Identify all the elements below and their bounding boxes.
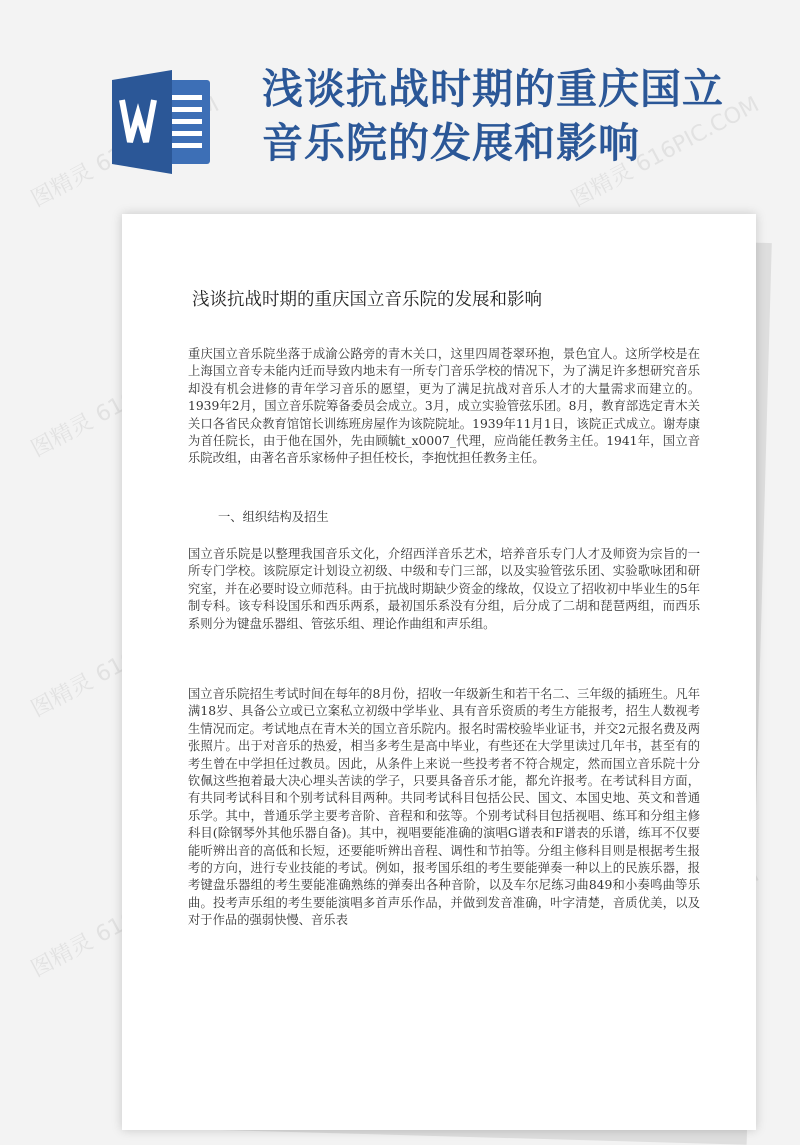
watermark: 图精灵 <box>27 159 98 213</box>
header-title: 浅谈抗战时期的重庆国立音乐院的发展和影响 <box>262 65 724 167</box>
word-document-icon <box>112 70 214 174</box>
paragraph-intro: 重庆国立音乐院坐落于成渝公路旁的青木关口，这里四周苍翠环抱，景色宜人。这所学校是在上海国立音专未能内迁而导致内地未有一所专门音乐学校的情况下，为了满足许多想研究音乐却没有机会进修的青年学习音乐的愿望，更为了满足抗战对音乐人才的大量需求而建立的。1939年2月，国立音乐院筹备委员会成立。3月，成立实验管弦乐团。8月，教育部选定青木关关口各省民众教育馆馆长训练班房屋作为该院院址。1939年11月1日，该院正式成立。谢寿康为首任院长，由于他在国外，先由顾毓t_x0007_代理，应尚能任教务主任。1941年，国立音乐院改组，由著名音乐家杨仲子担任校长，李抱忱担任教务主任。 <box>188 347 700 466</box>
document-title: 浅谈抗战时期的重庆国立音乐院的发展和影响 <box>192 290 542 310</box>
watermark: 图精灵 <box>27 669 98 723</box>
watermark: 图精灵 <box>27 409 98 463</box>
paragraph-organization: 国立音乐院是以整理我国音乐文化，介绍西洋音乐艺术，培养音乐专门人才及师资为宗旨的一所专门学校。该院原定计划设立初级、中级和专门三部，以及实验管弦乐团、实验歌咏团和研究室，并在必要时设立师范科。由于抗战时期缺少资金的缘故，仅设立了招收初中毕业生的5年制专科。该专科设国乐和西乐两系，最初国乐系没有分组，后分成了二胡和琵琶两组，而西乐系则分为键盘乐器组、管弦乐组、理论作曲组和声乐组。 <box>188 547 700 631</box>
paragraph-admission: 国立音乐院招生考试时间在每年的8月份，招收一年级新生和若干名二、三年级的插班生。凡年满18岁、具备公立或已立案私立初级中学毕业、具有音乐资质的考生方能报考，招生人数视考生情况而定。考试地点在青木关的国立音乐院内。报名时需校验毕业证书，并交2元报名费及两张照片。出于对音乐的热爱，相当多考生是高中毕业，有些还在大学里读过几年书，甚至有的考生曾在中学担任过教员。因此，从条件上来说一些投考者不符合规定，然而国立音乐院十分钦佩这些抱着最大决心埋头苦读的学子，只要具备音乐才能，都允许报考。在考试科目方面，有共同考试科目和个别考试科目两种。共同考试科目包括公民、国文、本国史地、英文和普通乐学。其中，普通乐学主要考音阶、音程和和弦等。个别考试科目包括视唱、练耳和分组主修科目(除钢琴外其他乐器自备)。其中，视唱要能准确的演唱G谱表和F谱表的乐谱，练耳不仅要能听辨出音的高低和长短，还要能听辨出音程、调性和节拍等。分组主修科目则是根据考生报考的方向，进行专业技能的考试。例如，报考国乐组的考生要能弹奏一种以上的民族乐器，报考键盘乐器组的考生要能准确熟练的弹奏出各种音阶，以及车尔尼练习曲849和小奏鸣曲等乐曲。投考声乐组的考生要能演唱多首声乐作品，并做到发音准确，叶字清楚，音质优美，以及对于作品的强弱快慢、音乐表 <box>188 687 700 928</box>
header <box>0 0 800 200</box>
watermark: 图精灵 <box>27 929 98 983</box>
document-page <box>122 214 756 1130</box>
watermark: 图精灵 616PIC.COM <box>567 92 764 213</box>
section-heading: 一、组织结构及招生 <box>218 510 329 524</box>
